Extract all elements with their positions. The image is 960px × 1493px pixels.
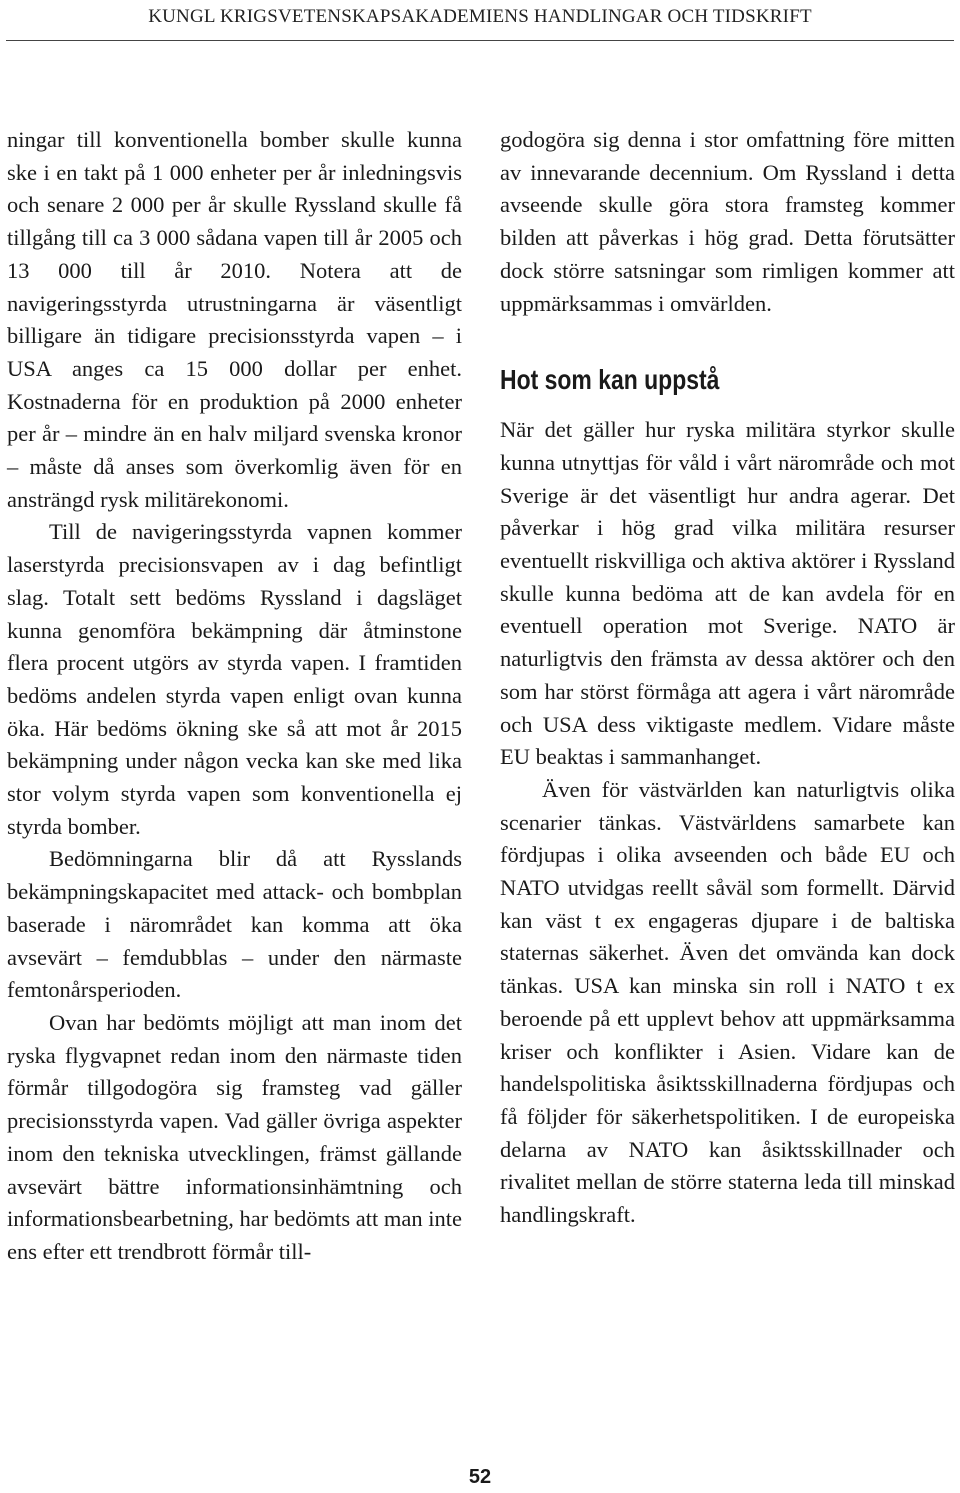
section-heading: Hot som kan uppstå xyxy=(500,364,720,396)
header-rule xyxy=(6,40,954,41)
body-paragraph: ningar till konventionella bomber skulle kunna ske i en takt på 1 000 enheter per år inledningsvis och senare 2 000 per år skulle Ryssland skulle få tillgång till ca 3 000 sådana vapen till år 2005 och 13 000 till år 2010. Notera att de navigeringsstyrda utrustningarna är väsentligt billigare än tidigare precisionsstyrda vapen – i USA anges ca 15 000 dollar per enhet. Kostnaderna för en produktion på 2000 enheter per år – mindre än en halv miljard svenska kronor – måste då anses som överkomlig även för en ansträngd rysk militärekonomi. xyxy=(7,127,462,512)
body-paragraph: Även för västvärlden kan naturligtvis olika scenarier tänkas. Västvärldens samarbete kan fördjupas i olika avseenden och både EU och NATO utvidgas reellt såväl som formellt. Därvid kan väst t ex engageras djupare i de baltiska staternas säkerhet. Även det omvända kan dock tänkas. USA kan minska sin roll i NATO t ex beroende på ett upplevt behov att uppmärksamma kriser och konflikter i Asien. Vidare kan de handelspolitiska åsiktsskillnaderna fördjupas och få följder för säkerhetspolitiken. I de europeiska delarna av NATO kan åsiktsskillnader och rivalitet mellan de större staterna leda till minskad handlingskraft. xyxy=(500,776,955,1228)
right-column xyxy=(500,124,955,1232)
page-number: 52 xyxy=(468,1466,492,1488)
body-paragraph: Till de navigeringsstyrda vapnen kommer laserstyrda precisionsvapen av i dag befintligt slag. Totalt sett bedöms Ryssland i dagsläget kunna genomföra bekämpning där åtminstone flera procent utgörs av styrda vapen. I framtiden bedöms andelen styrda vapen enligt ovan kunna öka. Här bedöms ökning ske så att mot år 2015 bekämpning under någon vecka kan ske med lika stor volym styrda vapen som konventionella ej styrda bomber. xyxy=(7,519,462,839)
body-paragraph: När det gäller hur ryska militära styrkor skulle kunna utnyttjas för våld i vårt närområde och mot Sverige är det väsentligt hur andra agerar. Det påverkar i hög grad vilka militära resurser eventuellt riskvilliga och aktiva aktörer i Ryssland skulle kunna bedöma att de kan avdela för en eventuell operation mot Sverige. NATO är naturligtvis den främsta av dessa aktörer och den som har störst förmåga att agera i vårt närområde och USA dess viktigaste medlem. Vidare måste EU beaktas i sammanhanget. xyxy=(500,417,955,770)
running-head: KUNGL KRIGSVETENSKAPSAKADEMIENS HANDLINGAR OCH TIDSKRIFT xyxy=(148,6,812,27)
body-paragraph: godogöra sig denna i stor omfattning före mitten av innevarande decennium. Om Ryssland i detta avseende skulle göra stora framsteg kommer bilden att påverkas i hög grad. Detta förutsätter dock större satsningar som rimligen kommer att uppmärksammas i omvärlden. xyxy=(500,127,955,316)
body-paragraph: Bedömningarna blir då att Rysslands bekämpningskapacitet med attack- och bombplan baserade i närområdet kan komma att öka avsevärt – femdubblas – under den närmaste femtonårsperioden. xyxy=(7,846,462,1003)
left-column xyxy=(7,124,462,1269)
body-paragraph: Ovan har bedömts möjligt att man inom det ryska flygvapnet redan inom den närmaste tiden förmår tillgodogöra sig framsteg vad gäller precisionsstyrda vapen. Vad gäller övriga aspekter inom den tekniska utvecklingen, främst gällande avsevärt bättre informationsinhämtning och informationsbearbetning, har bedömts att man inte ens efter ett trendbrott förmår till- xyxy=(7,1009,462,1264)
